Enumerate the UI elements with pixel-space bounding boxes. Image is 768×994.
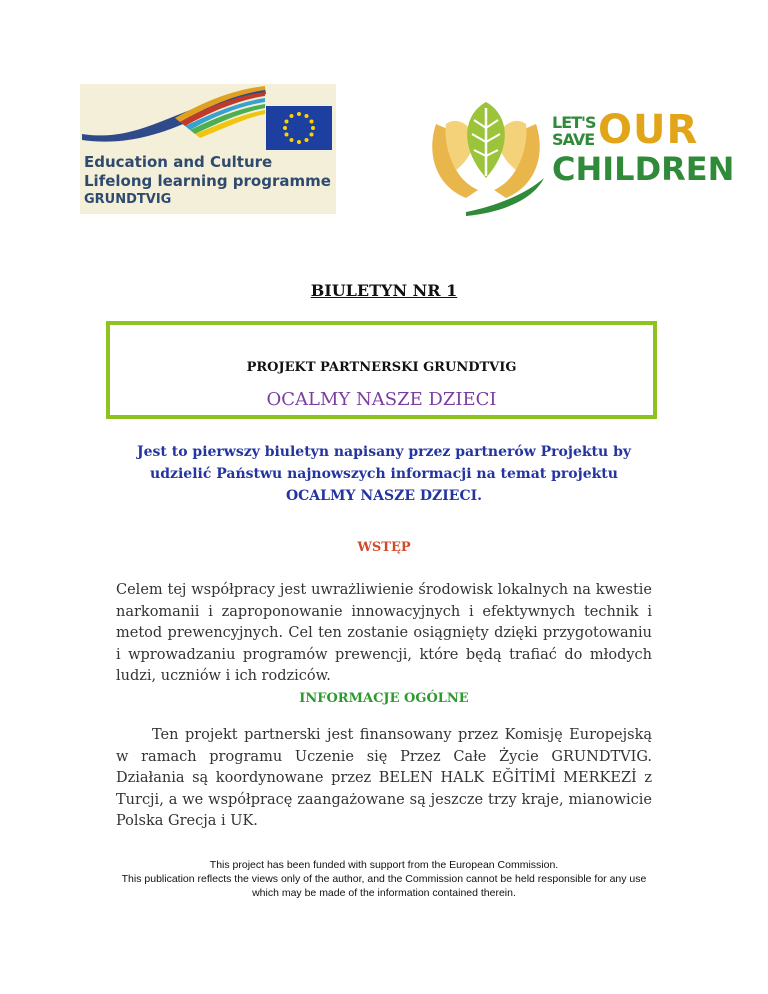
- section-text-general: Ten projekt partnerski jest finansowany przez Komisję Europejską w ramach programu Uczenie się Przez Całe Życie GRUNDTVIG. Działania są koordynowane przez BELEN HALK EĞİTİMİ MERKEZİ z Turcji, a we współpracę zaangażowane są jeszcze trzy kraje, mianowicie Polska Grecja i UK.: [116, 727, 652, 829]
- leaf-hands-icon: [426, 94, 546, 218]
- eu-logo-line-1: Education and Culture: [84, 153, 273, 171]
- slogan-our: OUR: [598, 107, 699, 153]
- eu-flag-icon: [266, 106, 332, 150]
- project-title-box: [106, 321, 657, 419]
- section-text-intro: Celem tej współpracy jest uwrażliwienie środowisk lokalnych na kwestie narkomanii i zaproponowanie innowacyjnych i efektywnych technik i metod prewencyjnych. Cel ten zostanie osiągnięty dzięki przygotowaniu i wprowadzaniu programów prewencji, które będą trafiać do młodych ludzi, uczniów i ich rodziców.: [116, 582, 652, 684]
- eu-logo-line-3: GRUNDTVIG: [84, 192, 172, 207]
- eu-logo-line-2: Lifelong learning programme: [84, 172, 331, 190]
- project-subtitle: PROJEKT PARTNERSKI GRUNDTVIG: [246, 360, 517, 375]
- intro-text: Jest to pierwszy biuletyn napisany przez partnerów Projektu by udzielić Państwu najnowszych informacji na temat projektu OCALMY NASZE DZIECI.: [136, 444, 631, 504]
- lets-save-our-children-logo: [426, 94, 735, 218]
- disclaimer-line-3: which may be made of the information contained therein.: [252, 887, 516, 899]
- slogan-lets: LET'S SAVE: [552, 113, 596, 149]
- slogan-children: CHILDREN: [552, 150, 735, 188]
- bulletin-title: BIULETYN NR 1: [310, 281, 458, 300]
- section-heading-general: INFORMACJE OGÓLNE: [299, 691, 469, 706]
- education-culture-logo: [80, 84, 336, 214]
- funding-disclaimer: [80, 858, 688, 900]
- swoosh-icon: [80, 84, 280, 150]
- disclaimer-line-1: This project has been funded with support from the European Commission.: [209, 859, 559, 871]
- project-title: OCALMY NASZE DZIECI: [266, 389, 497, 410]
- section-heading-intro: WSTĘP: [357, 540, 411, 555]
- disclaimer-line-2: This publication reflects the views only of the author, and the Commission cannot be held responsible for any use: [121, 873, 647, 885]
